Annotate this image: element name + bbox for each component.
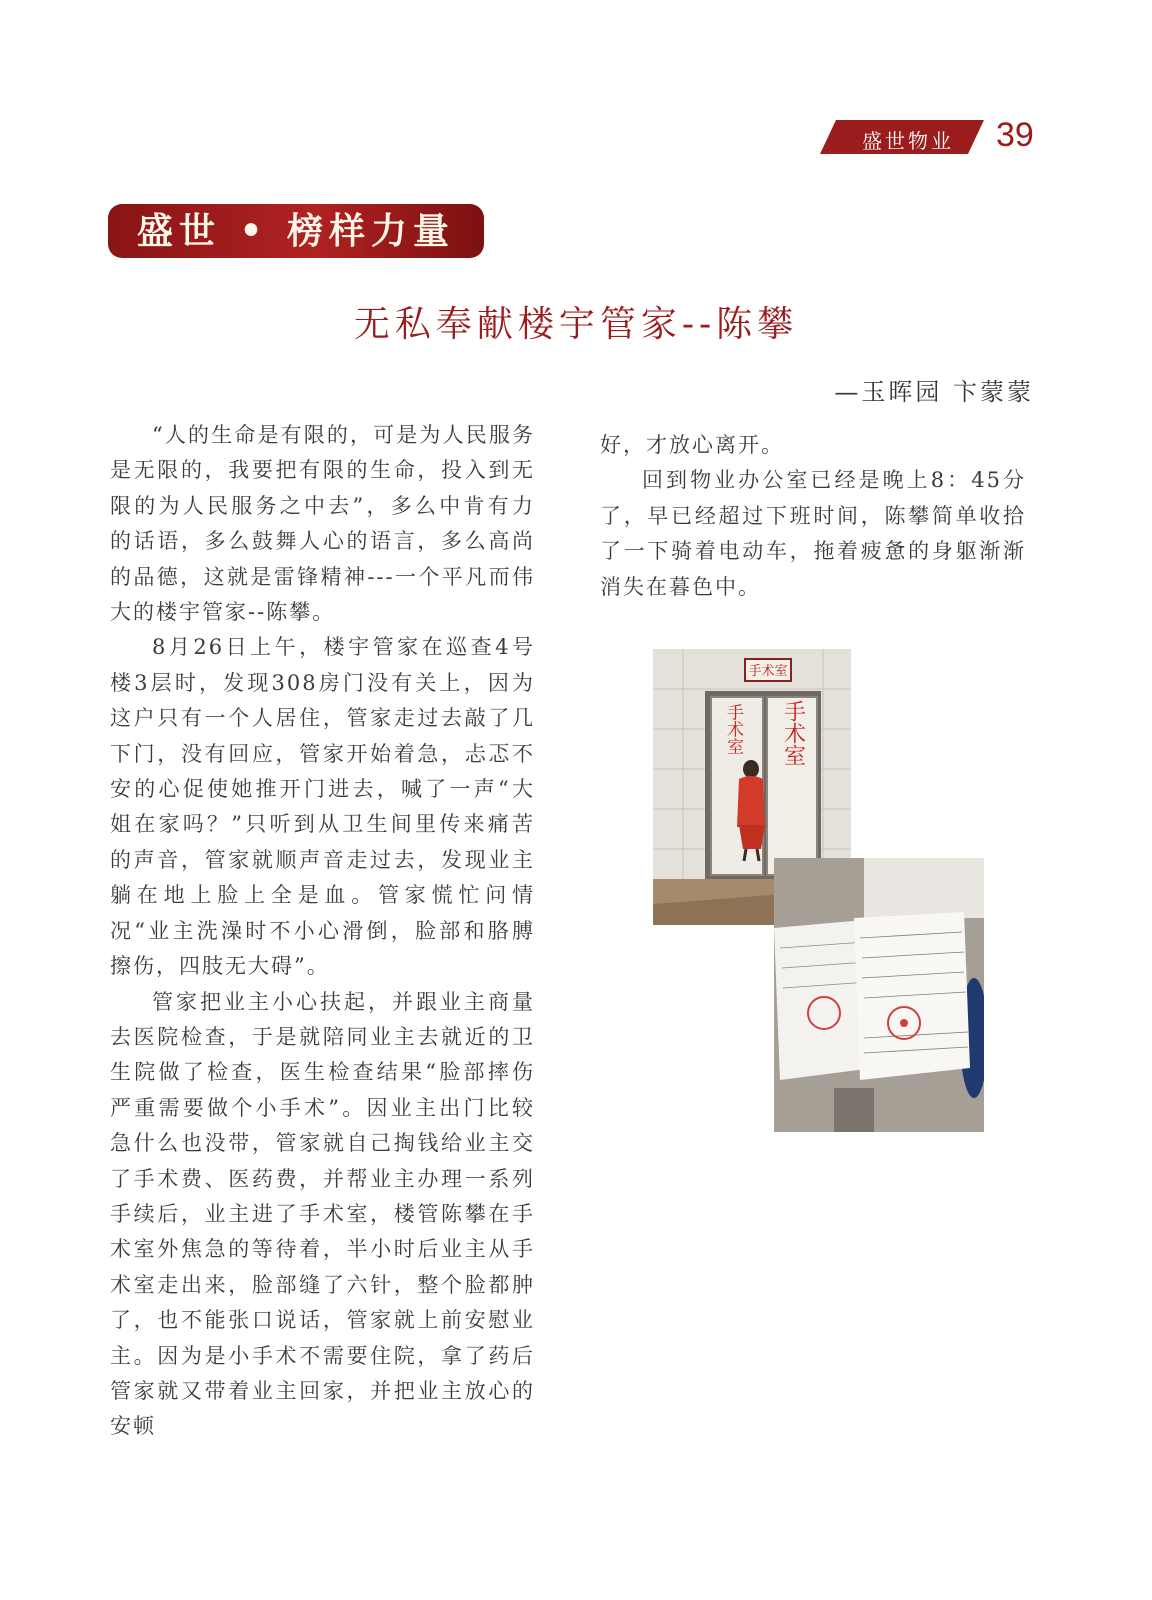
paragraph: 管家把业主小心扶起，并跟业主商量去医院检查，于是就陪同业主去就近的卫生院做了检查，医生检查结果“脸部摔伤严重需要做个小手术”。因业主出门比较急什么也没带，管家就自己掏钱给业主交了手术费、医药费，并帮业主办理一系列手续后，业主进了手术室，楼管陈攀在手术室外焦急的等待着，半小时后业主从手术室走出来，脸部缝了六针，整个脸都肿了，也不能张口说话，管家就上前安慰业主。因为是小手术不需要住院，拿了药后管家就又带着业主回家，并把业主放心的安顿 — [110, 989, 535, 1439]
medical-receipts-photo — [774, 858, 984, 1132]
paragraph: “人的生命是有限的，可是为人民服务是无限的，我要把有限的生命，投入到无限的为人民服务之中去”，多么中肯有力的话语，多么鼓舞人心的语言，多么高尚的品德，这就是雷锋精神---一个平凡而伟大的楼宇管家--陈攀。 — [110, 423, 535, 625]
paragraph: 好，才放心离开。 — [600, 433, 784, 457]
door-sign-text: 手术室 — [748, 664, 788, 679]
receipts-illustration — [774, 858, 984, 1132]
article-byline: —玉晖园 卞蒙蒙 — [834, 378, 1034, 406]
header-tag — [820, 120, 984, 154]
paragraph: 回到物业办公室已经是晚上8：45分了，早已经超过下班时间，陈攀简单收拾了一下骑着电动车，拖着疲惫的身躯渐渐消失在暮色中。 — [600, 468, 1026, 599]
section-banner-label: 盛世 • 榜样力量 — [136, 210, 456, 252]
header-tag-label: 盛世物业 — [862, 129, 954, 153]
article-left-column — [110, 418, 535, 1445]
section-banner — [108, 204, 484, 258]
page-number: 39 — [996, 116, 1034, 154]
article-title: 无私奉献楼宇管家--陈攀 — [353, 304, 799, 345]
door-left-text: 手术室 — [723, 703, 743, 755]
door-right-text: 手术室 — [780, 700, 806, 766]
article-right-column — [600, 428, 1026, 605]
paragraph: 8月26日上午，楼宇管家在巡查4号楼3层时，发现308房门没有关上，因为这户只有一个人居住，管家走过去敲了几下门，没有回应，管家开始着急，忐忑不安的心促使她推开门进去，喊了一声“大姐在家吗？”只听到从卫生间里传来痛苦的声音，管家就顺声音走过去，发现业主躺在地上脸上全是血。管家慌忙问情况“业主洗澡时不小心滑倒，脸部和胳膊擦伤，四肢无大碍”。 — [110, 635, 535, 979]
